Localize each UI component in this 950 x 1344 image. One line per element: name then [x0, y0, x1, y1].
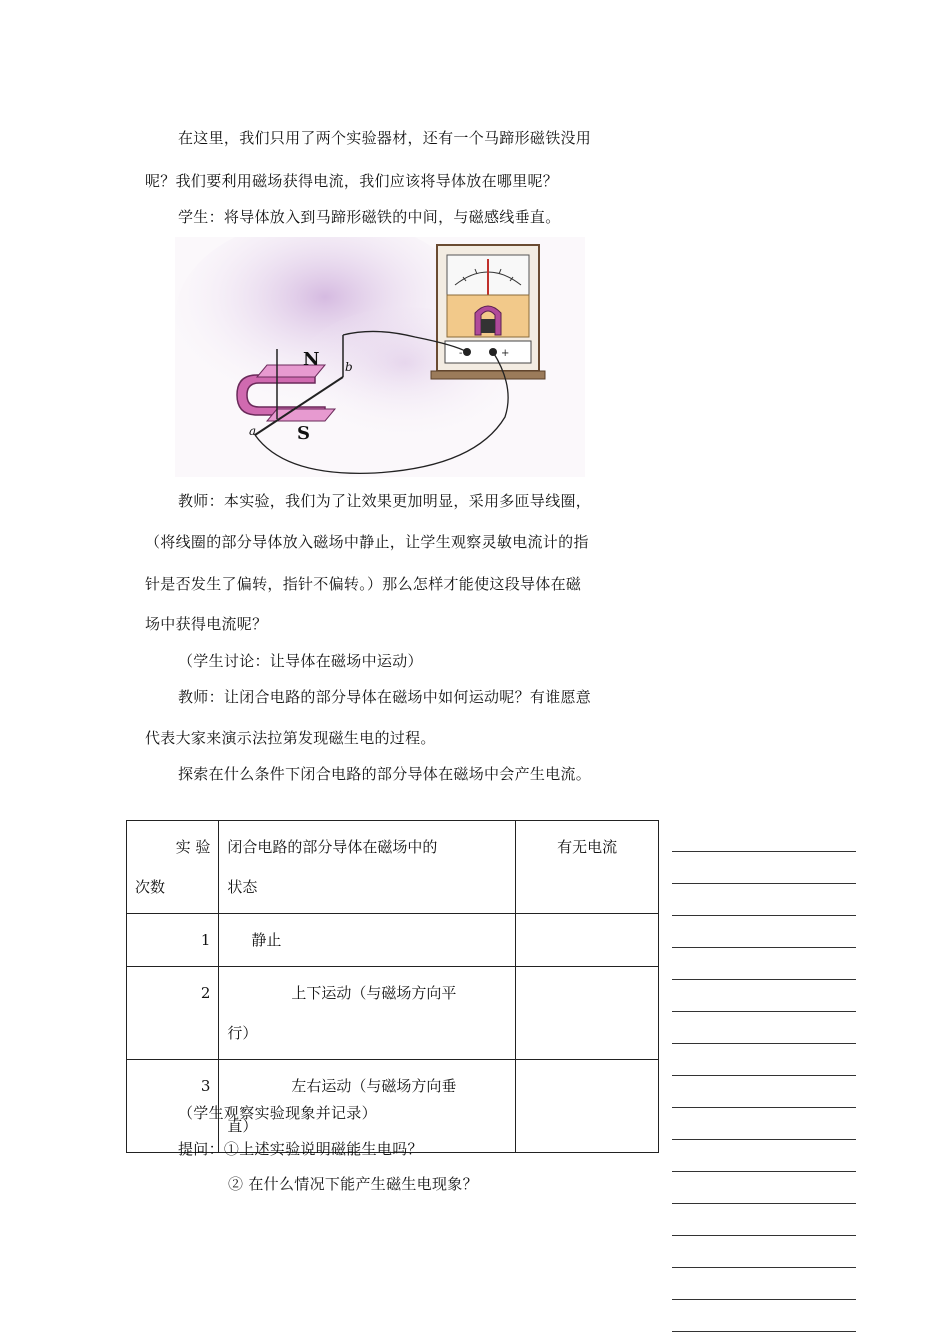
row-state-line1: 上下运动（与磁场方向平: [291, 984, 457, 1002]
paragraph-line: （学生讨论：让导体在磁场中运动）: [178, 652, 423, 670]
question-line: ② 在什么情况下能产生磁生电现象？: [228, 1175, 478, 1193]
note-line[interactable]: [672, 1139, 856, 1140]
paragraph-line: 学生：将导体放入到马蹄形磁铁的中间，与磁感线垂直。: [178, 208, 561, 226]
table-row: [127, 967, 659, 1060]
paragraph-line: 呢？我们要利用磁场获得电流，我们应该将导体放在哪里呢？: [145, 172, 559, 190]
table-header-row: [127, 821, 659, 914]
note-line[interactable]: [672, 979, 856, 980]
note-line[interactable]: [672, 1171, 856, 1172]
paragraph-line: 探索在什么条件下闭合电路的部分导体在磁场中会产生电流。: [178, 765, 592, 783]
row-state-line2: 行）: [227, 1024, 258, 1042]
point-b-label: b: [345, 360, 353, 374]
note-line[interactable]: [672, 1235, 856, 1236]
header-current: 有无电流: [516, 821, 659, 914]
note-line[interactable]: [672, 1107, 856, 1108]
row-current-cell[interactable]: [516, 967, 659, 1060]
header-trial-line2: 次数: [135, 878, 166, 896]
south-pole-label: S: [297, 423, 310, 444]
paragraph-line: 在这里，我们只用了两个实验器材，还有一个马蹄形磁铁没用: [178, 129, 592, 147]
paragraph-line: 针是否发生了偏转，指针不偏转。）那么怎样才能使这段导体在磁: [145, 575, 582, 593]
note-line[interactable]: [672, 1011, 856, 1012]
note-line[interactable]: [672, 883, 856, 884]
row-state-line2: 直）: [227, 1117, 258, 1135]
header-state-line1: 闭合电路的部分导体在磁场中的: [227, 838, 438, 856]
paragraph-line: 教师：本实验，我们为了让效果更加明显，采用多匝导线圈，: [178, 492, 592, 510]
header-state: [219, 821, 516, 914]
header-trial-number: [127, 821, 219, 914]
meter-plus-label: +: [501, 348, 510, 359]
row-current-cell[interactable]: [516, 1060, 659, 1153]
paragraph-line: （将线圈的部分导体放入磁场中静止，让学生观察灵敏电流计的指: [145, 533, 589, 551]
note-line[interactable]: [672, 851, 856, 852]
header-state-line2: 状态: [227, 878, 258, 896]
note-line[interactable]: [672, 1203, 856, 1204]
table-row: [127, 914, 659, 967]
paragraph-line: （学生观察实验现象并记录）: [178, 1104, 377, 1122]
row-current-cell[interactable]: [516, 914, 659, 967]
note-line[interactable]: [672, 947, 856, 948]
question-line: 提问：①上述实验说明磁能生电吗？: [178, 1140, 423, 1158]
experiment-figure: [175, 237, 585, 477]
row-state: 静止: [219, 914, 516, 967]
row-state-line1: 左右运动（与磁场方向垂: [291, 1077, 457, 1095]
note-line[interactable]: [672, 1075, 856, 1076]
point-a-label: a: [249, 424, 257, 438]
row-state: [219, 967, 516, 1060]
note-line[interactable]: [672, 1043, 856, 1044]
header-trial-line1: 实 验: [175, 838, 211, 856]
row-number: 1: [127, 914, 219, 967]
note-line[interactable]: [672, 1331, 856, 1332]
meter-minus-label: -: [459, 348, 463, 359]
note-line[interactable]: [672, 1299, 856, 1300]
galvanometer: [431, 245, 545, 379]
paragraph-line: 教师：让闭合电路的部分导体在磁场中如何运动呢？有谁愿意: [178, 688, 592, 706]
note-line[interactable]: [672, 1267, 856, 1268]
north-pole-label: N: [303, 349, 320, 370]
row-number: 3: [127, 1060, 219, 1153]
paragraph-line: 代表大家来演示法拉第发现磁生电的过程。: [145, 729, 436, 747]
row-number: 2: [127, 967, 219, 1060]
paragraph-line: 场中获得电流呢？: [145, 615, 268, 633]
note-line[interactable]: [672, 915, 856, 916]
